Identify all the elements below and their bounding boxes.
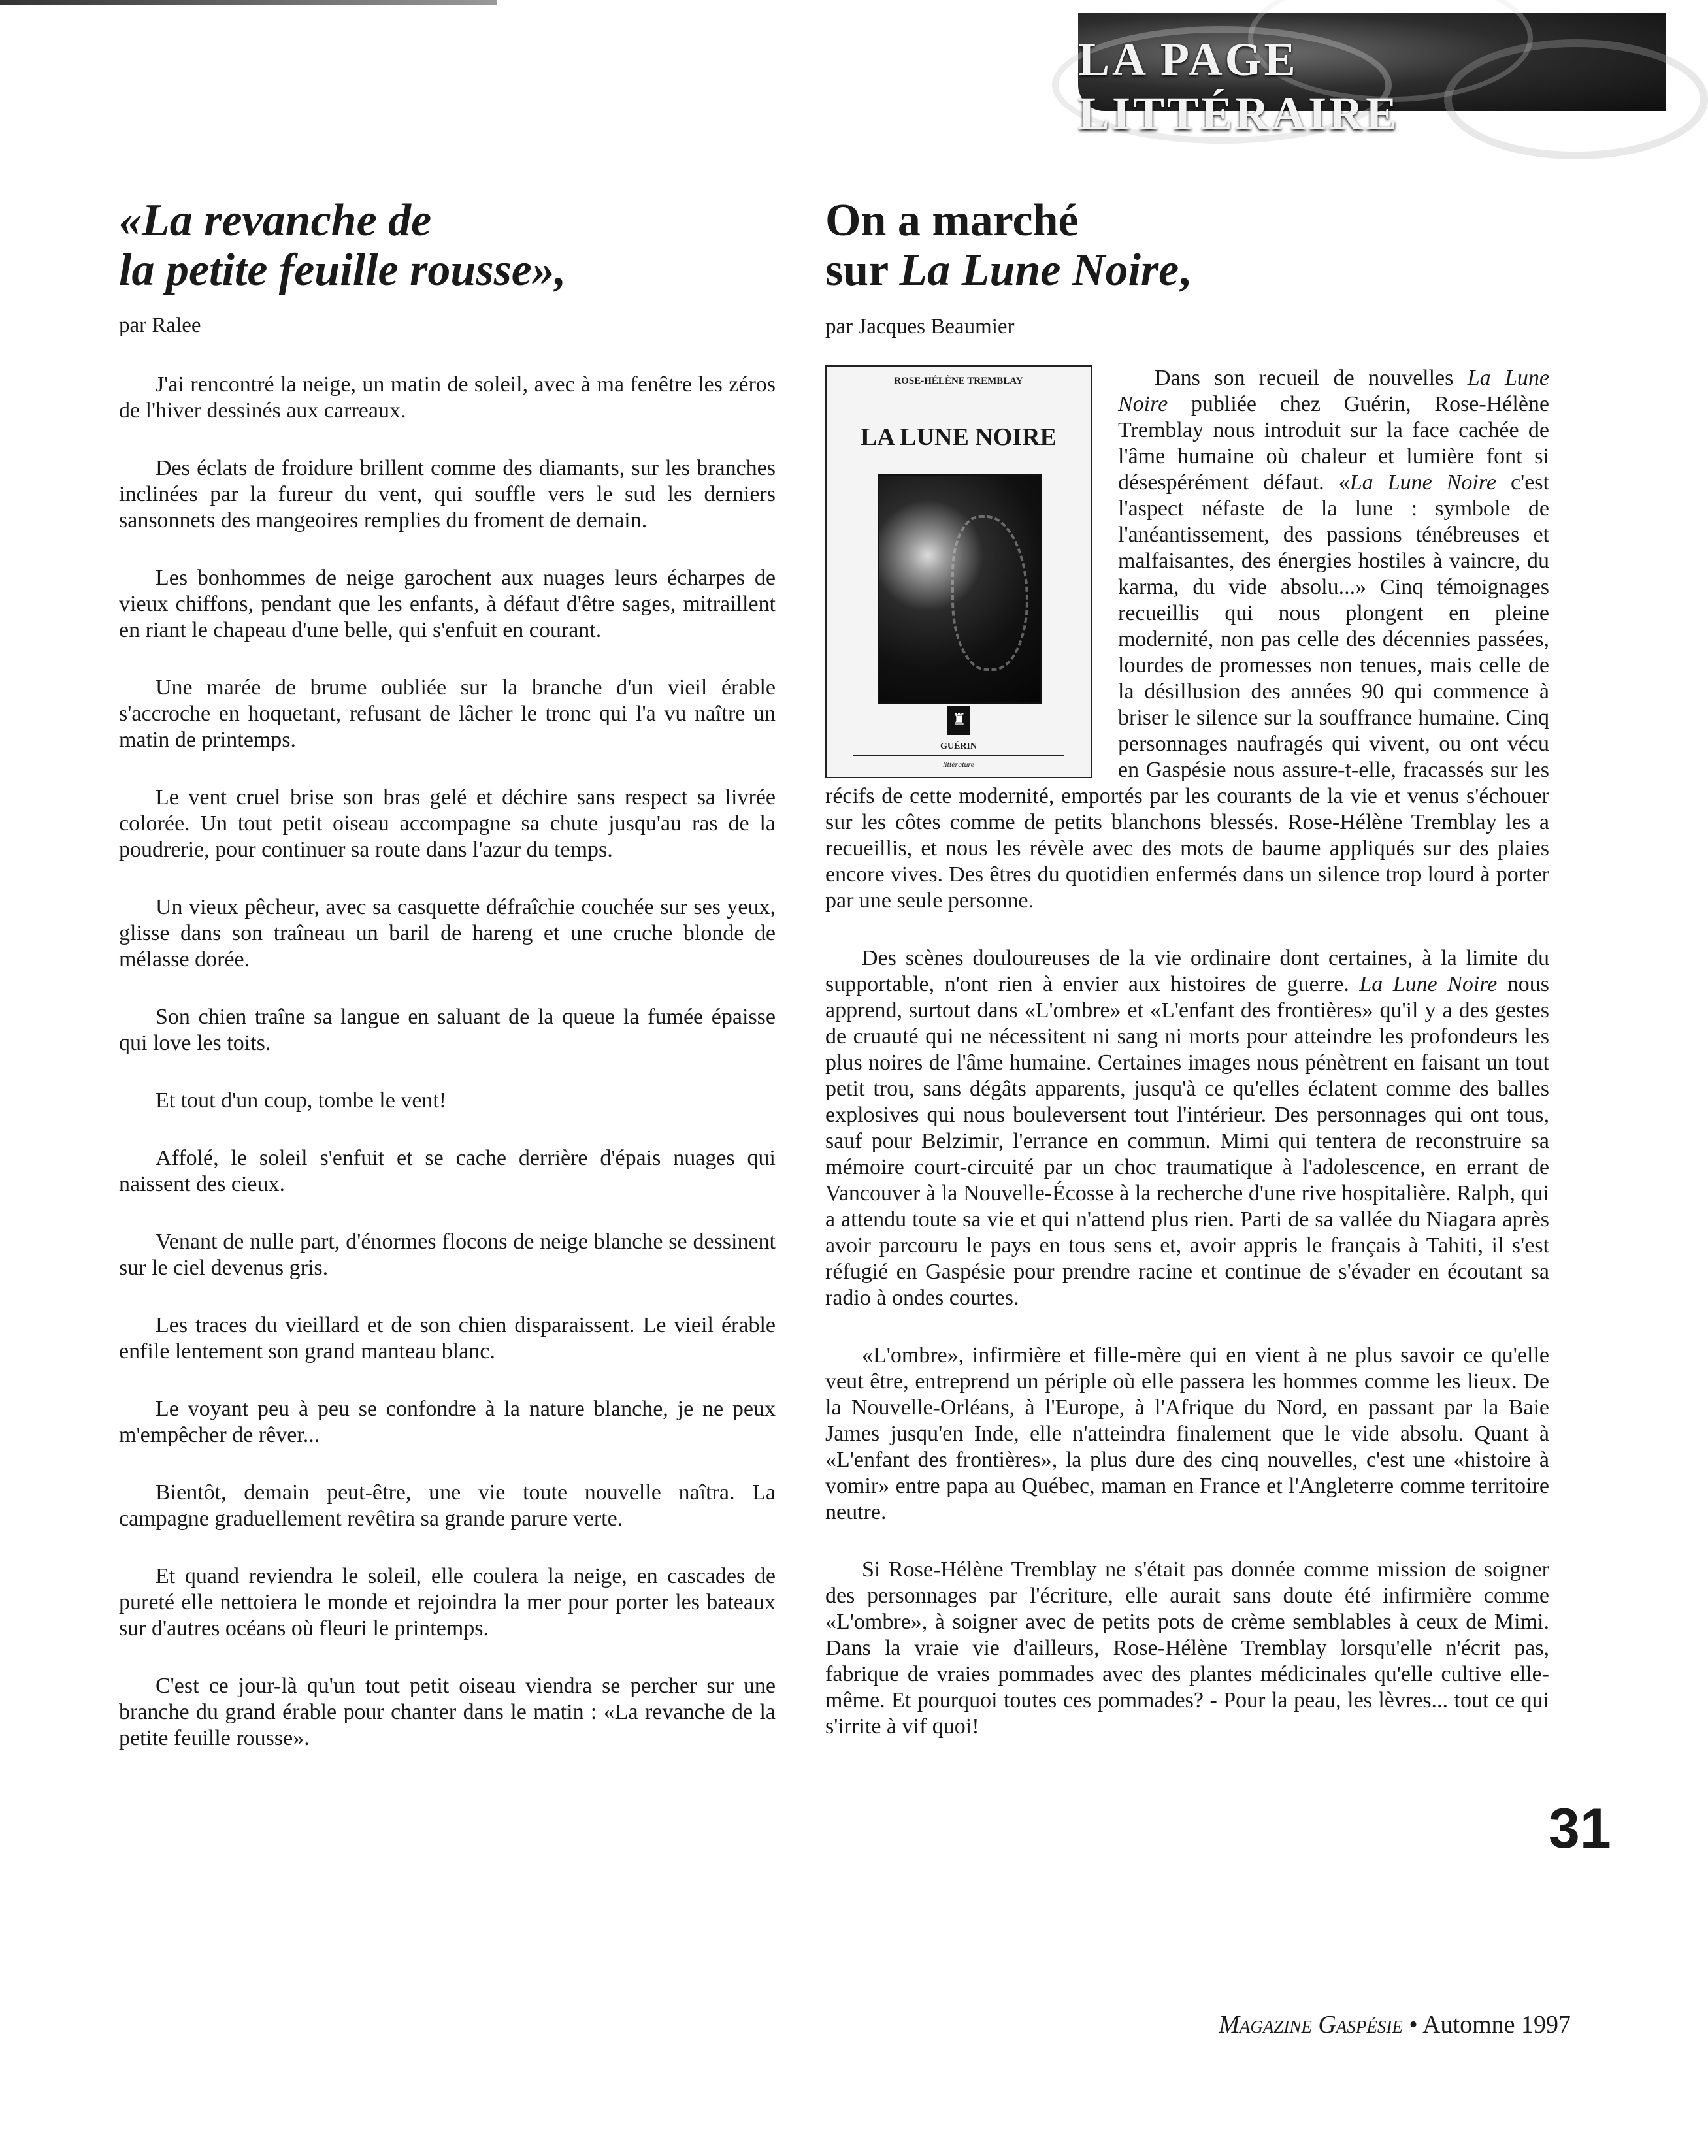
paragraph: Affolé, le soleil s'enfuit et se cache derrière d'épais nuages qui naissent des cieux. <box>119 1146 776 1196</box>
paragraph: Si Rose-Hélène Tremblay ne s'était pas donnée comme mission de soigner des personnages par l'écriture, elle aurait sans doute été infirmière comme «L'ombre», à soigner avec de petits pots de crème semblables à ceux de Mimi. Dans la vraie vie d'ailleurs, Rose-Hélène Tremblay lorsqu'elle n'écrit pas, fabrique de vraies pommades avec des plantes médicinales qu'elle cultive elle-même. Et pourquoi toutes ces pommades? - Pour la peau, les lèvres... tout ce qui s'irrite à vif quoi! <box>825 1558 1549 1739</box>
footer-issue: Automne 1997 <box>1422 2011 1571 2038</box>
paragraph <box>825 945 1549 1311</box>
paragraph: Le vent cruel brise son bras gelé et déchire sans respect sa livrée colorée. Un tout petit oiseau accompagne sa chute jusqu'au ras de la poudrerie, pour continuer sa route dans l'azur du temps. <box>119 785 776 862</box>
section-banner <box>1078 13 1666 140</box>
book-name: La Lune Noire <box>1349 470 1496 495</box>
title-line: la petite feuille rousse», <box>119 245 567 295</box>
paragraph: Une marée de brume oubliée sur la branche d'un vieil érable s'accroche en hoquetant, refusant de lâcher le tronc qui l'a vu naître un matin de printemps. <box>119 676 776 752</box>
text-run: nous apprend, surtout dans «L'ombre» et «L'enfant des frontières» qu'il y a des gestes de cruauté qui ne nécessitent ni sang ni morts pour atteindre les profondeurs les plus noires de l'âme humaine. Certaines images nous pénètrent en faisant un tout petit trou, sans dégâts apparents, jusqu'à ce qu'elles éclatent comme des balles explosives qui nous bouleversent tout l'intérieur. Des personnages qui ont tous, sauf pour Belzimir, l'errance en commun. Mimi qui tentera de reconstruire sa mémoire court-circuité par un choc traumatique à l'adolescence, en errant de Vancouver à la Nouvelle-Écosse à la recherche d'une rive hospitalière. Ralph, qui a attendu toute sa vie et qui n'attend plus rien. Parti de sa vallée du Niagara après avoir parcouru le pays en tous sens et, avoir appris le français à Tahiti, il s'est réfugié en Gaspésie pour prendre racine et continue de s'évader en écoutant sa radio à ondes courtes. <box>825 972 1550 1310</box>
paragraph: C'est ce jour-là qu'un tout petit oiseau viendra se percher sur une branche du grand érable pour chanter dans le matin : «La revanche de la petite feuille rousse». <box>119 1674 776 1750</box>
book-cover-author: ROSE-HÉLÈNE TREMBLAY <box>894 376 1023 386</box>
paragraph: J'ai rencontré la neige, un matin de soleil, avec à ma fenêtre les zéros de l'hiver dessinés aux carreaux. <box>119 372 776 423</box>
book-cover <box>825 365 1092 778</box>
paragraph: Venant de nulle part, d'énormes flocons de neige blanche se dessinent sur le ciel devenus gris. <box>119 1230 776 1280</box>
title-line: «La revanche de <box>119 195 432 246</box>
paragraph: Les traces du vieillard et de son chien disparaissent. Le vieil érable enfile lentement son grand manteau blanc. <box>119 1313 776 1364</box>
title-line: sur <box>825 245 900 295</box>
text-run: Dans son recueil de nouvelles <box>1155 366 1468 390</box>
paragraph: «L'ombre», infirmière et fille-mère qui en vient à ne plus savoir ce qu'elle veut être, entreprend un périple où elle passera les hommes comme les lieux. De la Nouvelle-Orléans, à l'Europe, à l'Afrique du Nord, en passant par la Baie James jusqu'en Inde, elle n'atteindra finalement que le vide absolu. Quant à «L'enfant des frontières», la plus dure des cinq nouvelles, c'est une «histoire à vomir» entre papa au Québec, maman en France et l'Angleterre comme territoire neutre. <box>825 1343 1549 1524</box>
section-title: LA PAGE LITTÉRAIRE <box>1078 33 1400 140</box>
book-name: La Lune Noire <box>1118 366 1549 416</box>
book-cover-artwork <box>878 474 1042 704</box>
title-line: On a marché <box>825 195 1079 246</box>
footer-magazine: Magazine Gaspésie <box>1219 2011 1403 2038</box>
text-run: publiée chez Guérin, Rose-Hélène Tremblay nous introduit sur la face cachée de l'âme humaine où chaleur et lumière font si désespérément défaut. « <box>1118 392 1549 495</box>
book-name: La Lune Noire <box>1359 972 1498 996</box>
paragraph: Et quand reviendra le soleil, elle coulera la neige, en cascades de pureté elle nettoiera le monde et rejoindra la mer pour porter les bateaux sur d'autres océans où fleuri le printemps. <box>119 1564 776 1641</box>
book-cover-collection: littérature <box>942 760 975 769</box>
left-article <box>119 196 776 1783</box>
paragraph: Les bonhommes de neige garochent aux nuages leurs écharpes de vieux chiffons, pendant que les enfants, à défaut d'être sages, mitraillent en riant le chapeau d'une belle, qui s'enfuit en courant. <box>119 566 776 642</box>
right-article <box>825 196 1549 1771</box>
footer-bullet: • <box>1409 2011 1418 2038</box>
left-article-title <box>119 196 776 295</box>
paragraph: Des éclats de froidure brillent comme des diamants, sur les branches inclinées par la fureur du vent, qui souffle vers le sud les derniers sansonnets des mangeoires remplies du froment de demain. <box>119 456 776 532</box>
paragraph: Bientôt, demain peut-être, une vie toute nouvelle naîtra. La campagne graduellement revêtira sa grande parure verte. <box>119 1480 776 1531</box>
left-article-byline: par Ralee <box>119 314 201 337</box>
publisher-logo-icon <box>947 706 970 735</box>
right-article-byline: par Jacques Beaumier <box>825 315 1015 338</box>
paragraph: Son chien traîne sa langue en saluant de la queue la fumée épaisse qui love les toits. <box>119 1005 776 1055</box>
book-cover-publisher: GUÉRIN <box>940 742 977 751</box>
top-edge-line <box>0 0 497 5</box>
book-cover-title: LA LUNE NOIRE <box>861 423 1057 451</box>
title-comma: , <box>1179 245 1191 295</box>
page-footer <box>1219 2010 1571 2039</box>
text-run: c'est l'aspect néfaste de la lune : symbole de l'anéantissement, des passions ténébreuses et malfaisantes, des énergies hostiles à vaincre, du karma, du vide absolu...» Cinq témoignages recueillis qui nous plongent en pleine modernité, non pas celle des décennies passées, lourdes de promesses non tenues, mais celle de la désillusion des années 90 qui commence à briser le silence sur la souffrance humaine. Cinq personnages naufragés qui vivent, ou ont vécu en Gaspésie nous assure-t-elle, fracassés sur les récifs de cette modernité, emportés par les courants de la vie et venus s'échouer sur les côtes comme de petits blanchons blessés. Rose-Hélène Tremblay les a recueillis, et nous les révèle avec des mots de baume appliqués sur des plaies encore vives. Des êtres du quotidien enfermés dans un silence trop lourd à porter par une seule personne. <box>825 470 1549 913</box>
right-article-title <box>825 196 1549 295</box>
page-number: 31 <box>1549 1797 1611 1860</box>
text-run: Des scènes douloureuses de la vie ordinaire dont certaines, à la limite du supportable, n'ont rien à envier aux histoires de guerre. <box>825 946 1549 996</box>
paragraph: Le voyant peu à peu se confondre à la nature blanche, je ne peux m'empêcher de rêver... <box>119 1397 776 1447</box>
book-cover-rule <box>853 755 1064 756</box>
paragraph: Un vieux pêcheur, avec sa casquette défraîchie couchée sur ses yeux, glisse dans son traîneau un baril de hareng et une cruche blonde de mélasse dorée. <box>119 895 776 972</box>
title-book-name: La Lune Noire <box>899 245 1179 295</box>
paragraph: Et tout d'un coup, tombe le vent! <box>156 1088 447 1113</box>
